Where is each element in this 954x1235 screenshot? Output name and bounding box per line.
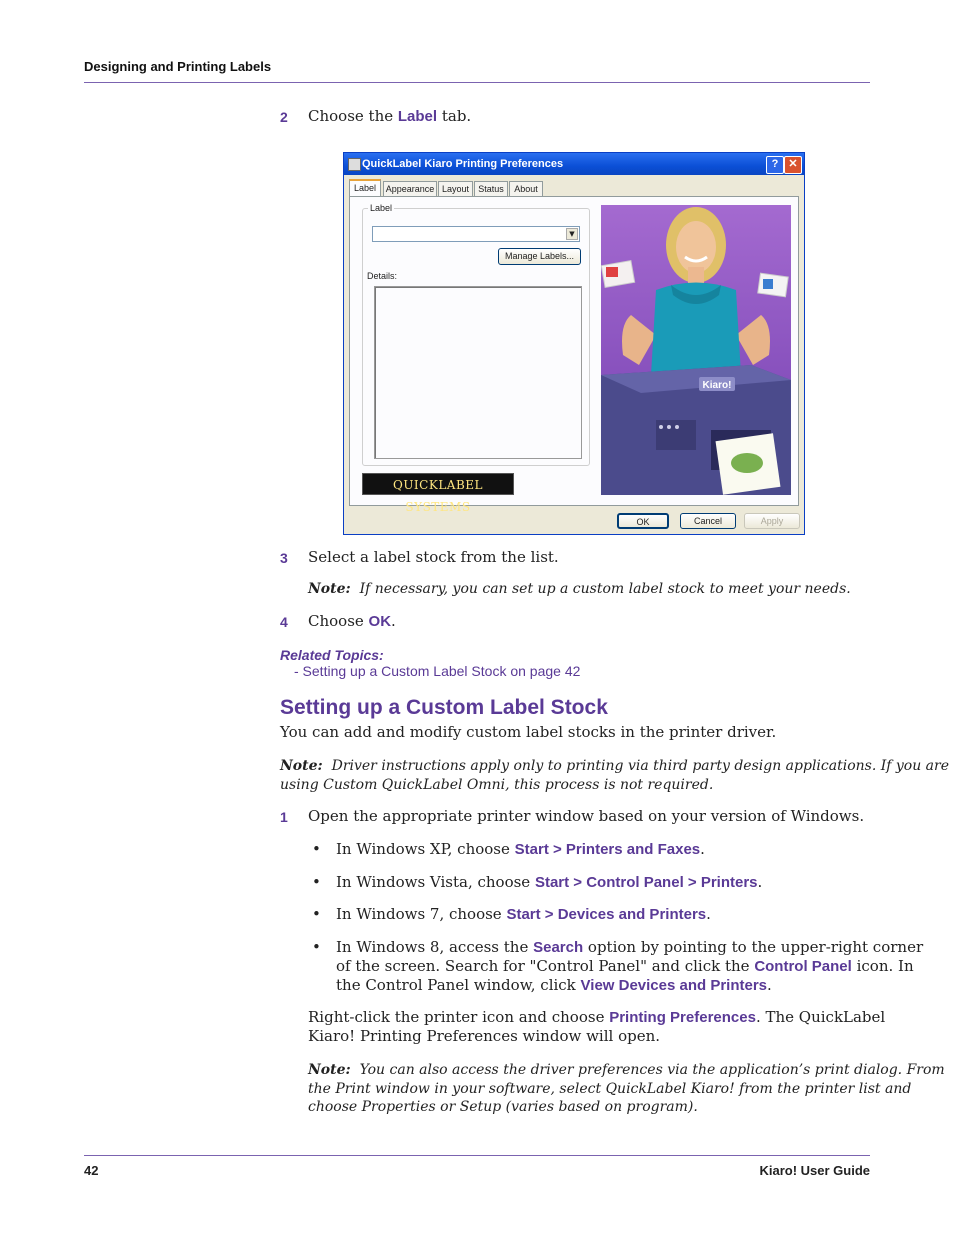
bullet-win7: In Windows 7, choose Start > Devices and Printers. [336,905,711,923]
note-2: Note: Driver instructions apply only to printing via third party design applications. If you are using Custom QuickLabel Omni, this process is not required. [280,758,950,793]
step-3-text: Select a label stock from the list. [308,548,559,566]
details-box [374,286,582,459]
apply-button[interactable]: Apply [744,513,800,529]
tab-layout[interactable]: Layout [438,181,473,196]
bullet-vista: In Windows Vista, choose Start > Control Panel > Printers. [336,873,763,891]
dropdown-arrow-icon[interactable]: ▼ [566,228,578,240]
ui-ref-label: Label [397,108,438,125]
page-number: 42 [84,1163,99,1178]
step-number: 2 [280,109,288,125]
ui-ref-printing-preferences: Printing Preferences [609,1009,756,1026]
details-label: Details: [367,271,398,281]
group-label: Label [370,203,393,213]
bullet: • [312,873,321,891]
printing-preferences-dialog [343,152,805,535]
ok-button[interactable]: OK [617,513,669,529]
help-button[interactable]: ? [766,156,784,174]
header-rule [84,82,870,83]
note-3: Note: You can also access the driver preferences via the application’s print dialog. From the Print window in your software, select QuickLabel Kiaro! from the printer list and choose Properties or Setup (varies based on program). [308,1062,945,1115]
related-topic-link[interactable]: - Setting up a Custom Label Stock on page 42 [294,663,581,679]
printer-brand: Kiaro! [702,380,732,391]
section-title: Setting up a Custom Label Stock [280,696,608,719]
label-group [362,203,590,466]
tab-appearance[interactable]: Appearance [383,181,437,196]
bullet-xp: In Windows XP, choose Start > Printers and Faxes. [336,840,705,858]
bullet: • [312,905,321,923]
section-intro: You can add and modify custom label stocks in the printer driver. [280,723,777,741]
label-stock-dropdown[interactable] [372,226,580,242]
manage-labels-button[interactable]: Manage Labels... [498,248,581,265]
bullet: • [312,938,321,956]
step-4-text: Choose OK. [308,612,396,630]
guide-title: Kiaro! User Guide [759,1163,870,1178]
kiaro-product-photo [601,205,791,495]
step-1-text: Open the appropriate printer window based on your version of Windows. [308,807,865,825]
bullet: • [312,840,321,858]
step-number: 3 [280,550,288,566]
ui-ref-start-printers: Start > Printers and Faxes [514,841,701,858]
related-topics-heading: Related Topics: [280,647,384,663]
ui-ref-control-panel-printers: Start > Control Panel > Printers [534,874,758,891]
tab-about[interactable]: About [509,181,543,196]
note-1: Note: If necessary, you can set up a custom label stock to meet your needs. [308,581,851,597]
bullet-win8: In Windows 8, access the Search option by pointing to the upper-right corner of the screen. Search for "Control Panel" and click the Control Panel icon. In the Control Panel window, click View Devices and Printers. [336,938,924,994]
dialog-title: QuickLabel Kiaro Printing Preferences [362,158,564,170]
right-click-paragraph: Right-click the printer icon and choose Printing Preferences. The QuickLabel Kiaro! Printing Preferences window will open. [308,1008,886,1045]
quicklabel-logo: QUICKLABEL SYSTEMS [362,473,514,495]
tab-panel [349,196,799,514]
tab-label[interactable]: Label [349,179,381,197]
ui-ref-devices-printers: Start > Devices and Printers [506,906,707,923]
step-2-text: Choose the Label tab. [308,107,472,125]
ui-ref-control-panel: Control Panel [754,958,852,975]
step-number: 4 [280,614,288,630]
dialog-title-bar [344,153,804,175]
printer-icon [348,158,361,171]
close-button[interactable]: ✕ [784,156,802,174]
ui-ref-ok: OK [368,613,392,630]
ui-ref-search: Search [533,939,584,956]
cancel-button[interactable]: Cancel [680,513,736,529]
ui-ref-view-devices: View Devices and Printers [580,977,768,994]
footer-rule [84,1155,870,1156]
running-header: Designing and Printing Labels [84,59,272,74]
tab-status[interactable]: Status [474,181,508,196]
step-number: 1 [280,809,288,825]
